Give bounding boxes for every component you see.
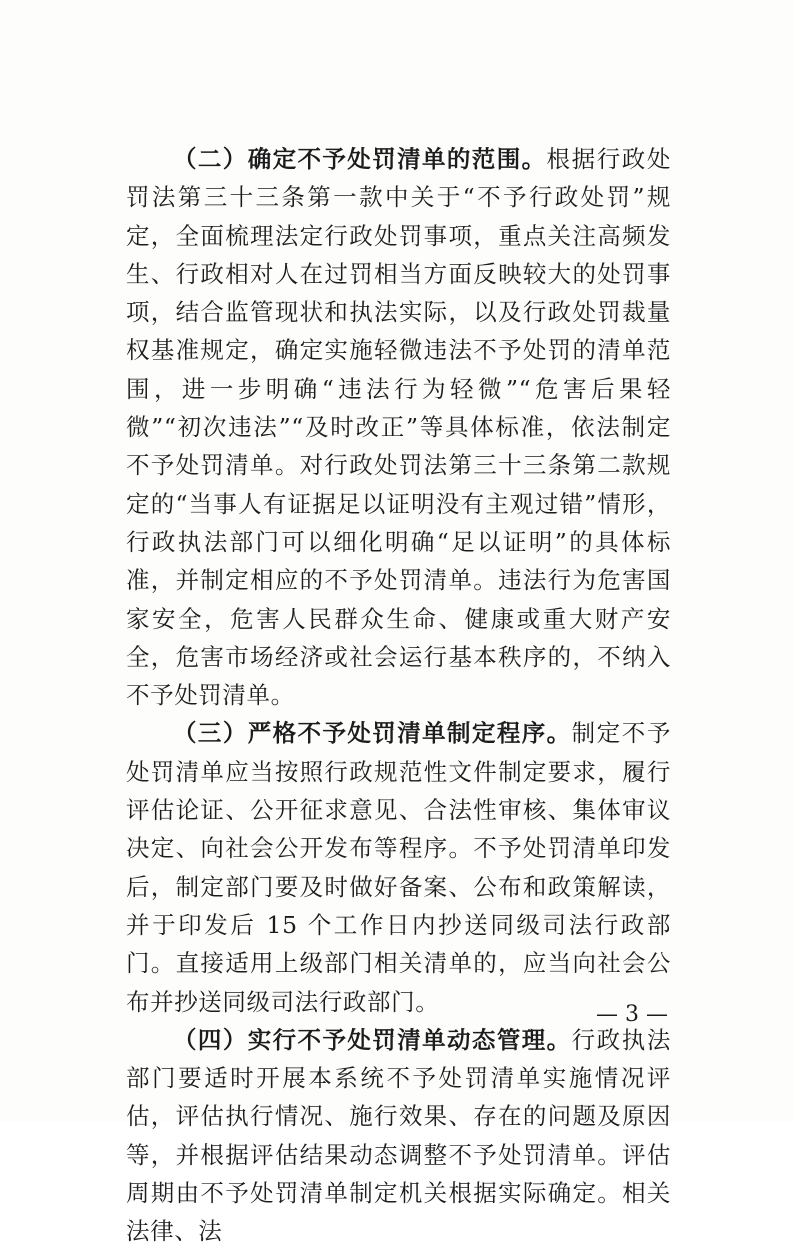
paragraph-dynamic-management-heading: （四）实行不予处罚清单动态管理。 [173, 1025, 572, 1054]
document-body [126, 140, 671, 1251]
paragraph-scope [126, 140, 671, 714]
paragraph-scope-heading: （二）确定不予处罚清单的范围。 [173, 145, 547, 173]
paragraph-procedure-text: 制定不予处罚清单应当按照行政规范性文件制定要求，履行评估论证、公开征求意见、合法性审核、集体审议决定、向社会公开发布等程序。不予处罚清单印发后，制定部门要及时做好备案、公布和政策解读，并于印发后 15 个工作日内抄送同级司法行政部门。直接适用上级部门相关清单的，应当向社会公布并抄送同级司法行政部门。 [126, 719, 671, 1016]
paragraph-dynamic-management [126, 1021, 671, 1251]
page-number: — 3 — [596, 1002, 668, 1027]
paragraph-procedure [126, 714, 671, 1020]
paragraph-dynamic-management-text: 行政执法部门要适时开展本系统不予处罚清单实施情况评估，评估执行情况、施行效果、存在的问题及原因等，并根据评估结果动态调整不予处罚清单。评估周期由不予处罚清单制定机关根据实际确定。相关法律、法 [126, 1025, 671, 1246]
paragraph-scope-text: 根据行政处罚法第三十三条第一款中关于“不予行政处罚”规定，全面梳理法定行政处罚事项，重点关注高频发生、行政相对人在过罚相当方面反映较大的处罚事项，结合监管现状和执法实际，以及行政处罚裁量权基准规定，确定实施轻微违法不予处罚的清单范围，进一步明确“违法行为轻微”“危害后果轻微”“初次违法”“及时改正”等具体标准，依法制定不予处罚清单。对行政处罚法第三十三条第二款规定的“当事人有证据足以证明没有主观过错”情形，行政执法部门可以细化明确“足以证明”的具体标准，并制定相应的不予处罚清单。违法行为危害国家安全，危害人民群众生命、健康或重大财产安全，危害市场经济或社会运行基本秩序的，不纳入不予处罚清单。 [126, 145, 671, 710]
paragraph-procedure-heading: （三）严格不予处罚清单制定程序。 [173, 719, 572, 748]
